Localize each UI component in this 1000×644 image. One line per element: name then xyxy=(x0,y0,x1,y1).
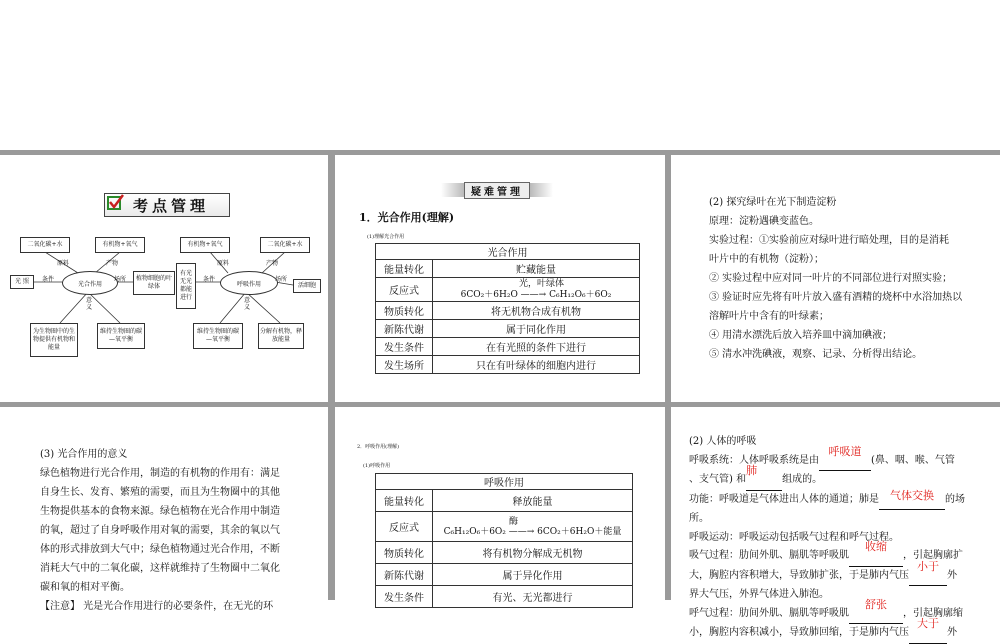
reaction-arrow-label: 光，叶绿体 xyxy=(519,279,565,289)
text-line: 所。 xyxy=(689,513,709,524)
text-line: 功能：呼吸道是气体进出人体的通道；肺是 气体交换 的场 xyxy=(689,491,994,511)
answer-blank xyxy=(849,597,903,625)
answer-text: 气体交换 xyxy=(890,488,934,502)
reaction-equation: 6CO₂＋6H₂O ——→ C₆H₁₂O₆＋6O₂ xyxy=(460,290,612,300)
node-release-energy: 分解有机物，释放能量 xyxy=(258,323,304,349)
table-row: 物质转化 将有机物分解成无机物 xyxy=(376,542,633,564)
label-place-r: 场所 xyxy=(275,276,288,283)
label-condition: 条件 xyxy=(42,276,55,283)
text-line: 原理：淀粉遇碘变蓝色。 xyxy=(709,216,819,227)
experiment-text xyxy=(709,193,999,364)
reaction-equation: C₆H₁₂O₆＋6O₂ ——→ 6CO₂＋6H₂O＋能量 xyxy=(443,527,622,537)
text-line: 绿色植物进行光合作用，制造的有机物的作用有：满足 xyxy=(40,468,280,479)
text-line: ② 实验过程中应对同一叶片的不同部位进行对照实验； xyxy=(709,273,953,284)
node-co2-water-r: 二氧化碳+水 xyxy=(260,237,310,253)
answer-text: 小于 xyxy=(917,559,939,573)
answer-blank xyxy=(909,559,947,587)
text-line: (3) 光合作用的意义 xyxy=(40,449,128,460)
text-line: 体的形式排放到大气中；绿色植物通过光合作用，不断 xyxy=(40,544,280,555)
slide-respiration-table xyxy=(335,407,665,604)
badge xyxy=(441,183,553,197)
text-line: 呼吸运动：呼吸运动包括吸气过程和呼气过程。 xyxy=(689,531,899,543)
text-line: (2) 探究绿叶在光下制造淀粉 xyxy=(709,197,837,208)
label-condition-r: 条件 xyxy=(203,276,216,283)
text-line: 呼气过程：肋间外肌、膈肌等呼吸肌 舒张 ，引起胸廓缩 xyxy=(689,605,994,625)
node-chloroplast: 植物细胞的叶绿体 xyxy=(133,271,175,295)
text-line: ③ 验证时应先将有叶片放入盛有酒精的烧杯中水浴加热以 xyxy=(709,292,963,303)
text-line: 实验过程：①实验前应对绿叶进行暗处理，目的是消耗 xyxy=(709,235,949,246)
table-row: 反应式 光，叶绿体 6CO₂＋6H₂O ——→ C₆H₁₂O₆＋6O₂ xyxy=(376,278,640,302)
respiration-text xyxy=(689,433,994,644)
label-meaning-r: 意义 xyxy=(244,297,251,311)
table-row: 发生条件 在有光照的条件下进行 xyxy=(376,338,640,356)
text-line: 生物提供基本的食物来源。绿色植物在光合作用中制造 xyxy=(40,506,280,517)
text-line: ④ 用清水漂洗后放入培养皿中滴加碘液； xyxy=(709,330,893,341)
label-material-r: 原料 xyxy=(217,260,230,267)
section-sub: (1)呼吸作用 xyxy=(363,463,391,469)
badge-title: 考点管理 xyxy=(133,197,210,215)
node-carbon-oxygen-balance: 维持生物圈的碳—氧平衡 xyxy=(97,323,145,349)
section-heading: 1．光合作用(理解) xyxy=(359,211,455,224)
section-sub: (1)理解光合作用 xyxy=(367,234,405,240)
table-title: 呼吸作用 xyxy=(376,474,633,490)
node-respiration: 呼吸作用 xyxy=(220,271,278,295)
slide-starch-experiment xyxy=(671,155,1000,402)
node-organic-oxygen: 有机物+氧气 xyxy=(95,237,145,253)
photosynthesis-table xyxy=(375,243,640,374)
text-line: 呼吸系统：人体呼吸系统是由 呼吸道 (鼻、咽、喉、气管 xyxy=(689,452,994,472)
label-product-r: 产物 xyxy=(266,260,279,267)
table-row: 发生场所 只在有叶绿体的细胞内进行 xyxy=(376,356,640,374)
text-line: (2) 人体的呼吸 xyxy=(689,436,757,447)
label-place: 场所 xyxy=(114,276,127,283)
text-line: 【注意】 光是光合作用进行的必要条件，在无光的环 xyxy=(40,601,274,612)
text-line: 自身生长、发育、繁殖的需要，而且为生物圈中的其他 xyxy=(40,487,280,498)
node-balance-r: 维持生物圈的碳—氧平衡 xyxy=(193,323,243,349)
badge-title: 疑难管理 xyxy=(464,182,530,199)
label-meaning: 意义 xyxy=(86,297,93,311)
text-line: 碳和氧的相对平衡。 xyxy=(40,582,130,593)
node-provide-energy: 为生物圈中的生物提供有机物和能量 xyxy=(30,323,78,357)
meaning-text xyxy=(40,445,325,616)
answer-text: 舒张 xyxy=(865,597,887,611)
table-row: 发生条件 有光、无光都进行 xyxy=(376,586,633,608)
text-line: 的氧，超过了自身呼吸作用对氧的需要，其余的氧以气 xyxy=(40,525,280,536)
table-title: 光合作用 xyxy=(376,244,640,260)
text-line: 叶片中的有机物（淀粉）； xyxy=(709,254,824,265)
slide-kaodian-guanli xyxy=(0,155,328,402)
answer-blank xyxy=(879,488,945,511)
answer-blank xyxy=(746,464,782,491)
answer-blank xyxy=(819,444,871,472)
answer-blank xyxy=(909,617,947,644)
table-row: 新陈代谢 属于异化作用 xyxy=(376,564,633,586)
node-light: 光 照 xyxy=(10,275,34,289)
table-row: 能量转化 贮藏能量 xyxy=(376,260,640,278)
answer-text: 呼吸道 xyxy=(828,444,862,458)
reaction-arrow-label: 酶 xyxy=(509,517,519,527)
node-any-light: 有光无光都能进行 xyxy=(176,263,196,309)
text-line: 溶解叶片中含有的叶绿素； xyxy=(709,311,829,322)
text-line: 小，胸腔内容积减小，导致肺回缩，于是肺内气压 大于 外 xyxy=(689,624,994,644)
node-co2-water: 二氧化碳+水 xyxy=(20,237,70,253)
text-line: 消耗大气中的二氧化碳，这样就维持了生物圈中二氧化 xyxy=(40,563,280,574)
label-product: 产物 xyxy=(106,260,119,267)
section-heading: 2．呼吸作用(理解) xyxy=(357,444,400,450)
table-row: 物质转化 将无机物合成有机物 xyxy=(376,302,640,320)
node-photosynthesis: 光合作用 xyxy=(62,271,118,295)
answer-text: 收缩 xyxy=(865,540,887,553)
answer-text: 大于 xyxy=(917,617,939,630)
answer-blank xyxy=(849,540,903,567)
answer-text: 肺 xyxy=(746,464,758,477)
text-line: 大，胸腔内容积增大，导致肺扩张，于是肺内气压 小于 外 xyxy=(689,567,994,587)
slide-photosynthesis-meaning xyxy=(0,407,328,612)
slide-photosynthesis-table xyxy=(335,155,665,402)
text-line: 吸气过程：肋间外肌、膈肌等呼吸肌 收缩 ，引起胸廓扩 xyxy=(689,547,994,567)
text-line: ⑤ 清水冲洗碘液，观察、记录、分析得出结论。 xyxy=(709,349,923,360)
table-row: 新陈代谢 属于同化作用 xyxy=(376,320,640,338)
slide-human-respiration xyxy=(671,407,1000,638)
text-line: 、支气管) 和 肺 组成的。 xyxy=(689,471,994,491)
node-organic-oxygen-r: 有机物+氧气 xyxy=(180,237,230,253)
node-living-cell: 活细胞 xyxy=(293,279,321,293)
text-line: 界大气压，外界气体进入肺泡。 xyxy=(689,589,829,600)
respiration-table xyxy=(375,473,633,608)
table-row: 能量转化 释放能量 xyxy=(376,490,633,512)
table-row: 反应式 酶 C₆H₁₂O₆＋6O₂ ——→ 6CO₂＋6H₂O＋能量 xyxy=(376,512,633,542)
label-material: 原料 xyxy=(57,260,70,267)
